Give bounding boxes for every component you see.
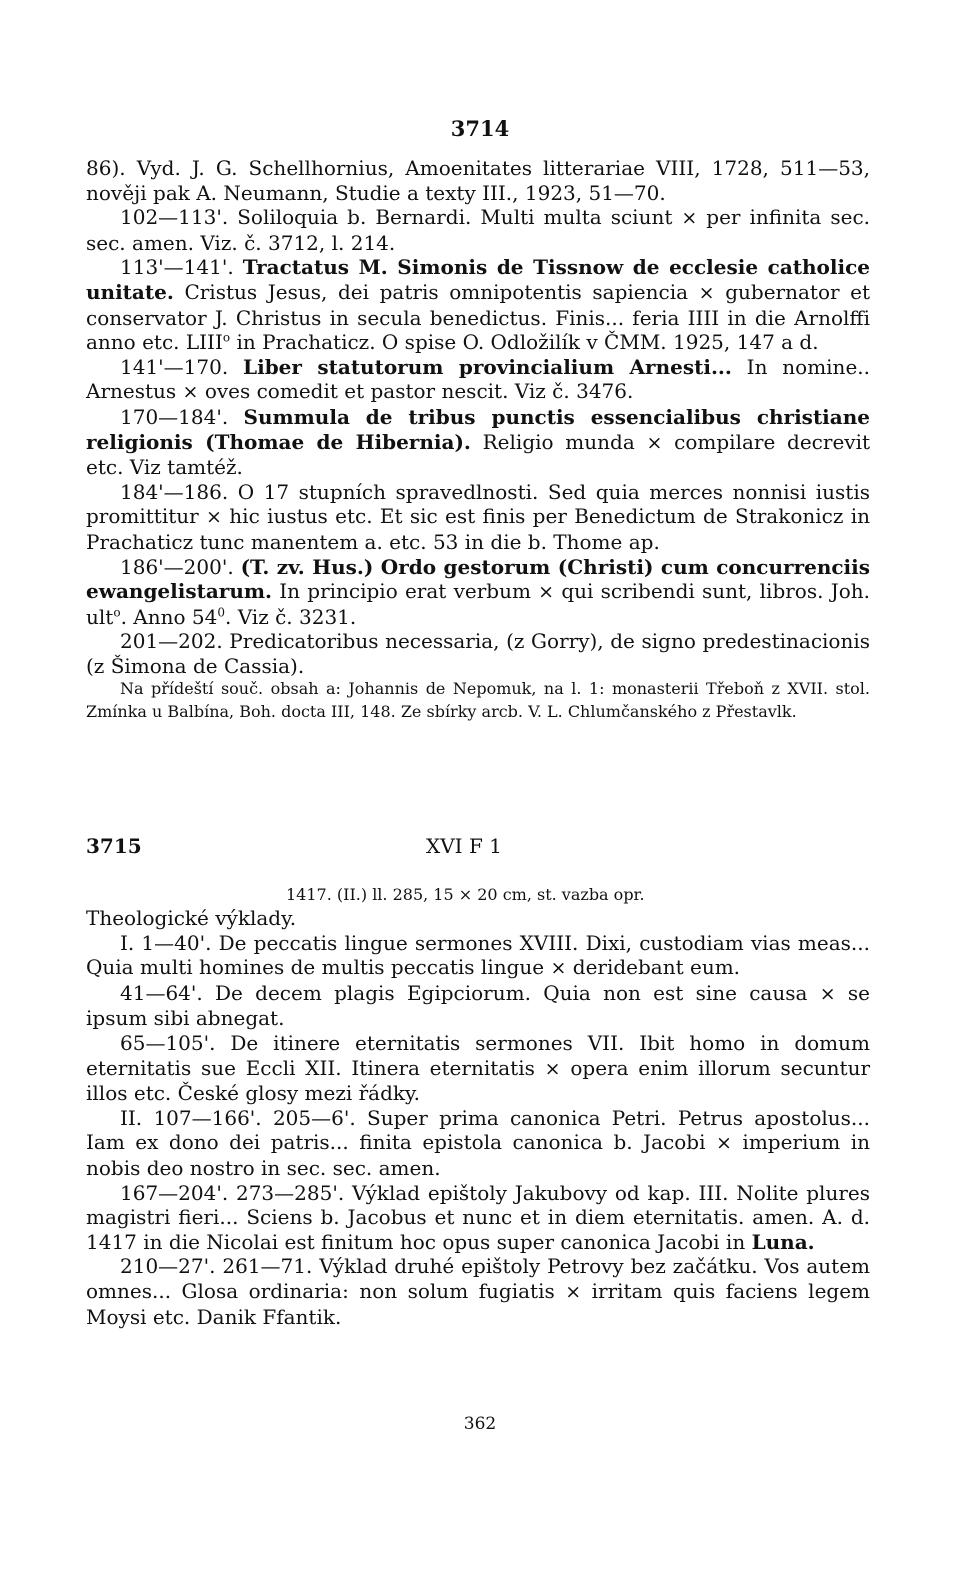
cross-separator-icon: × (544, 1057, 561, 1080)
superscript: o (113, 605, 121, 620)
entry-body (86, 906, 870, 1329)
text-run: 184'—186. O 17 stupních spravedlnosti. Sed quia merces nonnisi iustis promittitur (86, 479, 870, 529)
text-run: 141'—170. (120, 354, 229, 379)
paragraph (86, 981, 870, 1031)
entry-header (86, 834, 870, 862)
cross-separator-icon: × (698, 281, 715, 304)
text-run: In principio erat verbum (279, 579, 531, 604)
text-run: 210—27'. 261—71. Výklad druhé epištoly Petrovy bez začátku. Vos autem omnes... Glosa ordinaria: non solum fugiatis (86, 1254, 870, 1303)
paragraph (86, 480, 870, 555)
text-run: hic iustus etc. Et sic est finis per Benedictum de Strakonicz in Prachaticz tunc manentem a. etc. 53 in die b. Thome ap. (86, 504, 871, 554)
cross-separator-icon: × (716, 1132, 732, 1155)
paragraph (86, 405, 870, 480)
shelf-signature: XVI F 1 (426, 834, 502, 858)
text-run: in Prachaticz. O spise O. Odložilík v ČMM. 1925, 147 a d. (236, 330, 819, 355)
text-run: 102—113'. Soliloquia b. Bernardi. Multi multa sciunt (120, 205, 673, 230)
provenance-note: Na přídeští souč. obsah a: Johannis de Nepomuk, na l. 1: monasterii Třeboň z XVII. stol. Zmínka u Balbína, Boh. docta III, 148. Ze sbírky arcb. V. L. Chlumčanského z Přestavlk. (86, 679, 870, 721)
text-run: . Viz č. 3231. (224, 604, 357, 629)
bold-title: Summula de tribus punctis essencialibus christiane religionis (Thomae de Hibernia). (86, 404, 871, 454)
text-run: se ipsum sibi abnegat. (86, 980, 871, 1031)
text-run: 201—202. Predicatoribus necessaria, (z Gorry), de signo predestinacionis (z Šimona de Cassia). (86, 629, 870, 678)
paragraph (86, 355, 870, 405)
entry-meta: 1417. (II.) ll. 285, 15 × 20 cm, st. vazba opr. (286, 885, 645, 904)
cross-separator-icon: × (646, 431, 663, 454)
entry-number: 3715 (86, 834, 142, 858)
cross-separator-icon: × (565, 1280, 582, 1303)
text-run: II. 107—166'. 205—6'. Super prima canonica Petri. Petrus apostolus... Iam ex dono dei patris... finita epistola canonica b. Jacobi (86, 1105, 870, 1155)
text-run: imperium in nobis deo nostro in sec. sec. amen. (86, 1130, 870, 1180)
bold-title: (T. zv. Hus.) Ordo gestorum (Christi) cum concurrenciis ewangelistarum. (86, 554, 870, 604)
text-run: Religio munda (482, 429, 635, 454)
text-run: opera enim illorum secuntur illos etc. České glosy mezi řádky. (86, 1055, 871, 1106)
paragraph (86, 156, 870, 205)
cross-separator-icon: × (550, 957, 567, 980)
page-heading: 3714 (450, 116, 510, 141)
text-run: irritam quis faciens legem Moysi etc. Danik Ffantik. (86, 1278, 871, 1329)
paragraph (86, 1031, 870, 1106)
cross-separator-icon: × (206, 506, 222, 529)
text-run: qui scribendi sunt, libros. Joh. ult (86, 579, 870, 629)
paragraph (86, 629, 870, 678)
cross-separator-icon: × (819, 982, 836, 1005)
text-run: 167—204'. 273—285'. Výklad epištoly Jakubovy od kap. III. Nolite plures magistri fieri... Sciens b. Jacobus et nunc et in diem eternitatis. amen. A. d. 1417 in die Nicolai est finitum hoc opus super canonica Jacobi in (86, 1180, 870, 1254)
paragraph (86, 931, 870, 981)
cross-separator-icon: × (681, 207, 698, 230)
bold-title: Liber statutorum provincialium Arnesti... (243, 354, 732, 379)
paragraph (86, 205, 870, 255)
text-run: per infinita sec. sec. amen. Viz. č. 3712, l. 214. (86, 205, 870, 255)
cross-separator-icon: × (538, 581, 555, 604)
entry-title: Theologické výklady. (86, 906, 297, 930)
text-run: 170—184'. (120, 404, 229, 429)
text-run: In nomine.. Arnestus (86, 354, 870, 404)
paragraph (86, 1254, 870, 1329)
paragraph (86, 555, 870, 630)
page-number: 362 (463, 1414, 497, 1434)
bold-title: Tractatus M. Simonis de Tissnow de ecclesie catholice unitate. (86, 255, 870, 304)
text-run: 186'—200'. (120, 554, 234, 579)
superscript: 0 (217, 605, 225, 620)
text-run: deridebant eum. (572, 955, 741, 980)
continued-entry (86, 156, 870, 723)
superscript: o (222, 330, 231, 345)
text-run: 113'—141'. (120, 255, 234, 280)
text-run: 41—64'. De decem plagis Egipciorum. Quia non est sine causa (120, 980, 808, 1005)
bold-title: Luna. (751, 1229, 815, 1254)
text-run: I. 1—40'. De peccatis lingue sermones XVIII. Dixi, custodiam vias meas... Quia multi homines de multis peccatis lingue (86, 930, 870, 980)
text-run: oves comedit et pastor nescit. Viz č. 3476. (204, 379, 634, 404)
text-run: Cristus Jesus, dei patris omnipotentis sapiencia (184, 279, 689, 304)
text-run: 86). Vyd. J. G. Schellhornius, Amoenitates litterariae VIII, 1728, 511—53, nověji pak A. Neumann, Studie a texty III., 1923, 51—70. (86, 156, 870, 205)
text-run: 65—105'. De itinere eternitatis sermones VII. Ibit homo in domum eternitatis sue Eccli XII. Itinera eternitatis (86, 1030, 870, 1080)
text-run: . Anno 54 (120, 604, 218, 629)
cross-separator-icon: × (182, 381, 199, 404)
paragraph (86, 1181, 870, 1255)
paragraph (86, 1106, 870, 1181)
paragraph (86, 255, 870, 354)
text-run: compilare decrevit etc. Viz tamtéž. (86, 429, 871, 480)
text-run: gubernator et conservator J. Christus in secula benedictus. Finis... feria IIII in die Arnolffi anno etc. LIII (86, 279, 871, 355)
